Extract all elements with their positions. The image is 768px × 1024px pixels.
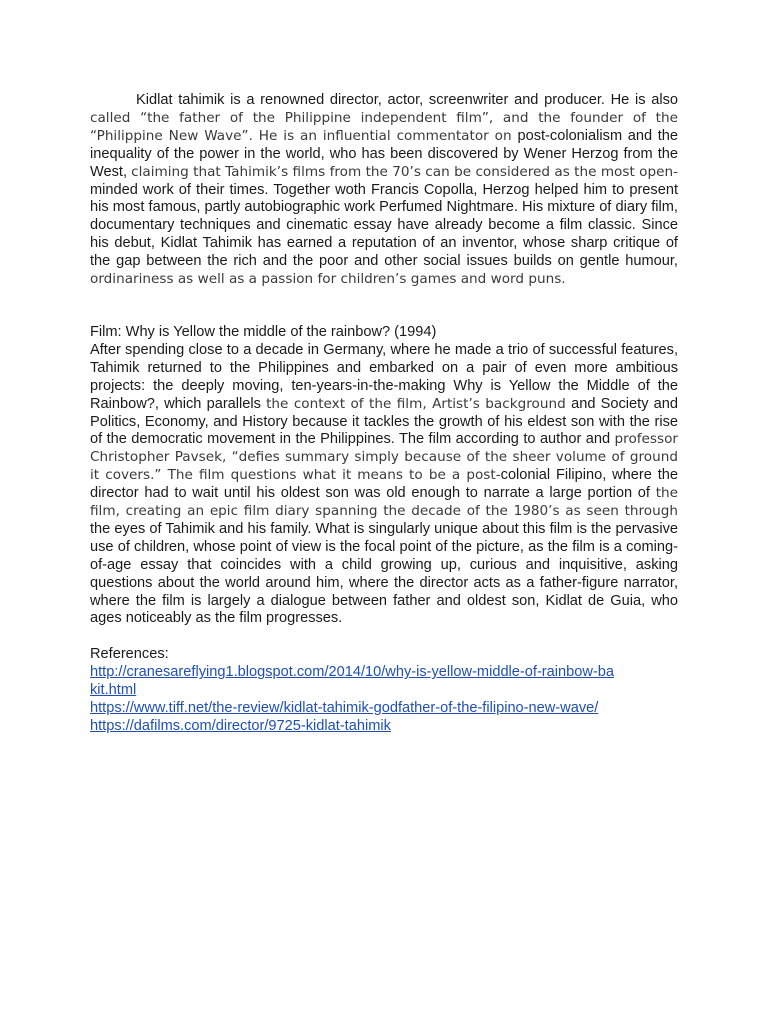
- reference-link[interactable]: http://cranesareflying1.blogspot.com/2014/10/why-is-yellow-middle-of-rainbow-bakit.html: [90, 664, 615, 699]
- references-list: [90, 664, 678, 736]
- film-title: Film: Why is Yellow the middle of the rainbow? (1994): [90, 323, 437, 340]
- film-segment: and Society and Politics, Economy, and History because it tackles the growth of his eldest son with the rise of the democratic movement in the Philippines. The film according to author and: [90, 395, 678, 448]
- intro-segment: ordinariness as well as a passion for children’s games and word puns.: [90, 271, 566, 288]
- film-segment: the eyes of Tahimik and his family. What is singularly unique about this film is the pervasive use of children, whose point of view is the focal point of the picture, as the film is a coming-of-age essay that coincides with a child growing up, curious and inquisitive, asking questions about the world around him, where the director acts as a father-figure narrator, where the film is largely a dialogue between father and oldest son, Kidlat de Guia, who ages noticeably as the film progresses.: [90, 520, 678, 627]
- film-segment: professor Christopher Pavsek, “defies summary simply because of the sheer volume of ground it covers.” The film questions what it means to be a post-: [90, 431, 678, 484]
- film-paragraph: [90, 342, 678, 629]
- intro-segment: Kidlat tahimik is a renowned director, actor, screenwriter and producer. He is also: [136, 92, 678, 108]
- film-segment: After spending close to a decade in Germany, where he made a trio of successful features, Tahimik returned to the Philippines and embarked on a pair of even more ambitious projects: the deeply moving, ten-years-in-the-making Why is Yellow the Middle of the Rainbow?, which parallels: [90, 341, 678, 412]
- references-heading: References:: [90, 646, 169, 663]
- film-segment: the film, creating an epic film diary spanning the decade of the 1980’s as seen through: [90, 485, 678, 520]
- document-page: [90, 92, 678, 736]
- reference-link[interactable]: https://dafilms.com/director/9725-kidlat-tahimik: [90, 718, 391, 734]
- section-spacer: [90, 628, 678, 646]
- intro-segment: post-colonialism and the inequality of the power in the world, who has been discovered by Wener Herzog from the West,: [90, 127, 679, 180]
- film-segment: colonial Filipino, where the director had to wait until his oldest son was old enough to narrate a large portion of: [90, 467, 678, 502]
- intro-segment: claiming that Tahimik’s films from the 70’s can be considered as the most open-: [131, 163, 678, 180]
- intro-segment: minded work of their times. Together woth Francis Copolla, Herzog helped him to present his most famous, partly autobiographic work Perfumed Nightmare. His mixture of diary film, documentary techniques and cinematic essay have already become a film classic. Since his debut, Kidlat Tahimik has earned a reputation of an inventor, whose sharp critique of the gap between the rich and the poor and other social issues builds on gentle humour,: [90, 181, 678, 270]
- reference-link[interactable]: https://www.tiff.net/the-review/kidlat-tahimik-godfather-of-the-filipino-new-wave/: [90, 700, 599, 717]
- section-spacer: [90, 289, 678, 324]
- intro-paragraph: [90, 92, 678, 289]
- intro-segment: called “the father of the Philippine independent film”, and the founder of the “Philippine New Wave”. He is an influential commentator on: [90, 109, 678, 144]
- film-segment: the context of the film, Artist’s background: [266, 395, 572, 412]
